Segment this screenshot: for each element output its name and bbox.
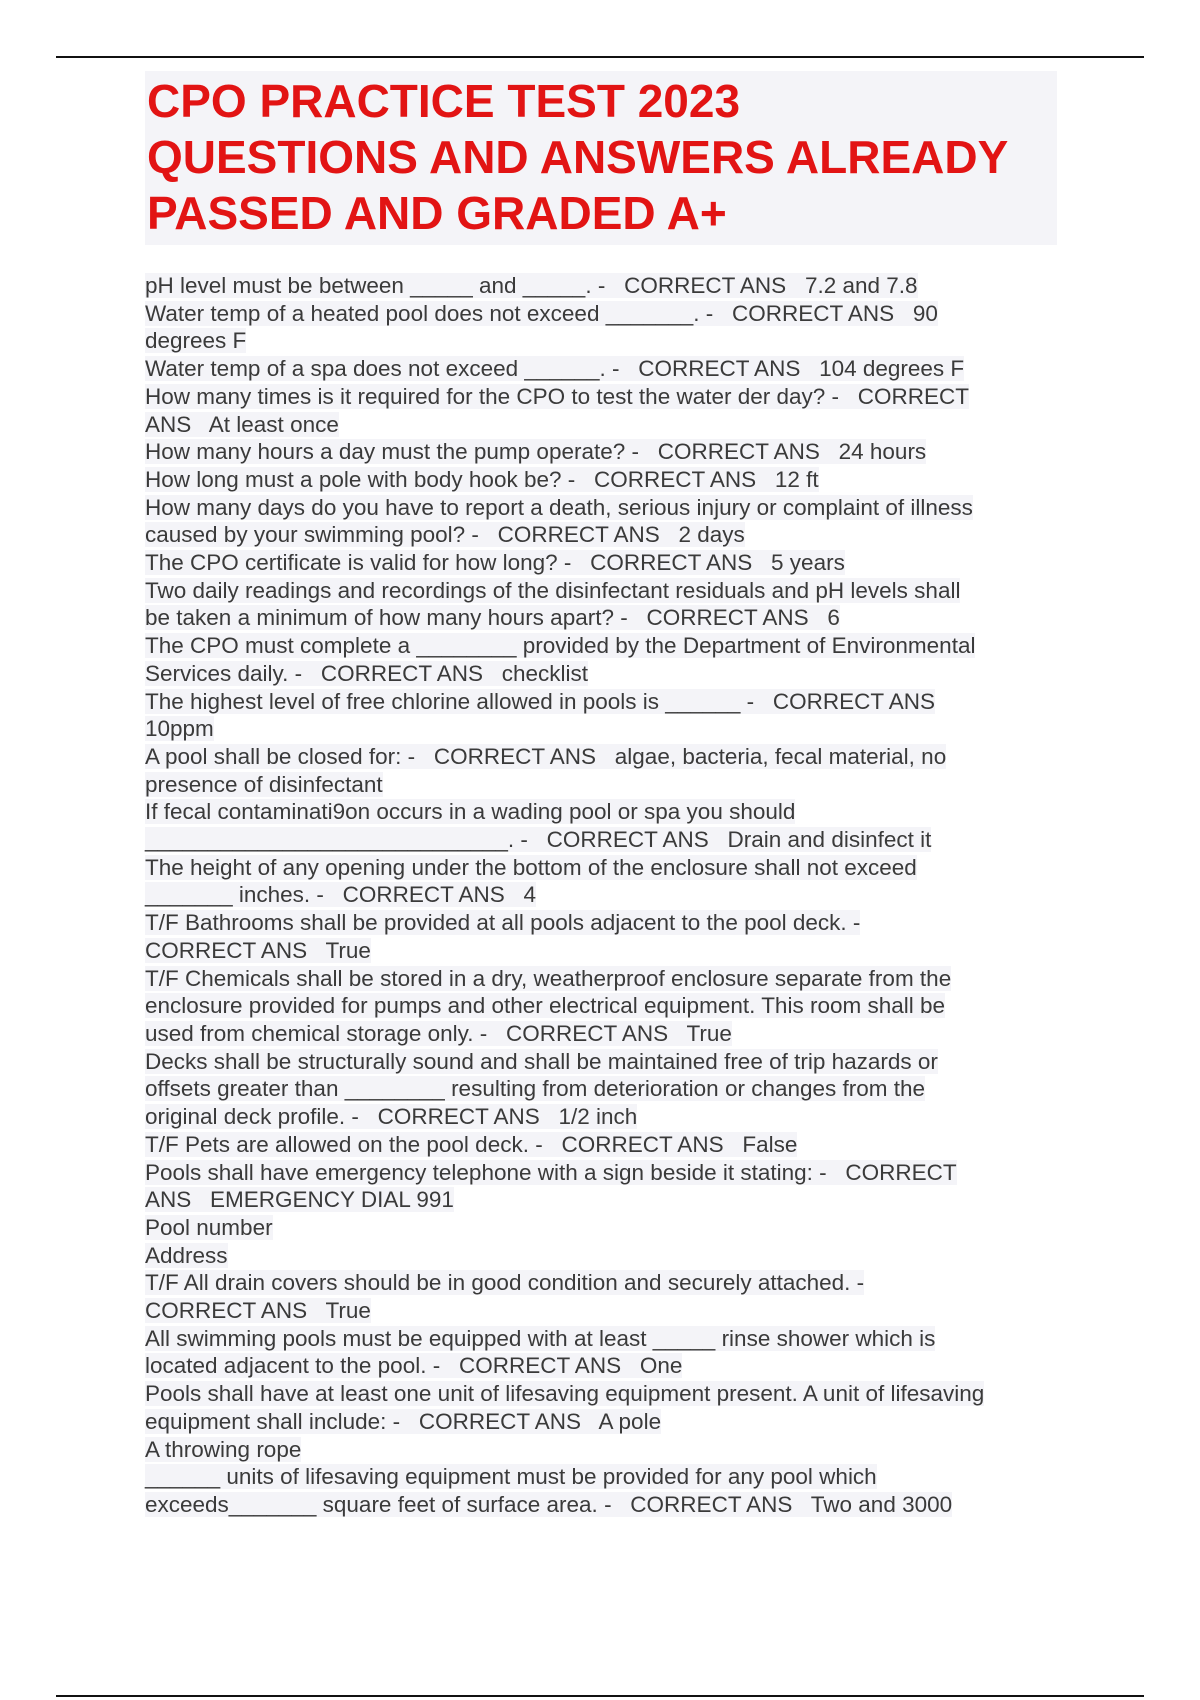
qa-line: [145, 355, 1057, 383]
qa-line-text: T/F Chemicals shall be stored in a dry, weatherproof enclosure separate from the: [145, 965, 952, 991]
qa-line: [145, 826, 1057, 854]
qa-line-text: original deck profile. - CORRECT ANS 1/2 inch: [145, 1104, 638, 1130]
qa-line-text: equipment shall include: - CORRECT ANS A pole: [145, 1408, 662, 1434]
qa-line: [145, 383, 1057, 411]
qa-line-text: How many times is it required for the CPO to test the water der day? - CORRECT: [145, 383, 970, 409]
qa-line-text: Pool number: [145, 1214, 273, 1240]
bottom-rule: [56, 1695, 1144, 1697]
qa-line: [145, 965, 1057, 993]
qa-line: [145, 1159, 1057, 1187]
qa-line-text: ______ units of lifesaving equipment must be provided for any pool which: [145, 1464, 877, 1490]
qa-line: [145, 992, 1057, 1020]
qa-line-text: ANS At least once: [145, 411, 339, 437]
qa-line: [145, 1242, 1057, 1270]
qa-line: [145, 1491, 1057, 1519]
qa-line-text: How long must a pole with body hook be? - CORRECT ANS 12 ft: [145, 466, 819, 492]
qa-line: [145, 604, 1057, 632]
qa-line: [145, 549, 1057, 577]
qa-line: [145, 1297, 1057, 1325]
qa-line: [145, 798, 1057, 826]
qa-line-text: be taken a minimum of how many hours apart? - CORRECT ANS 6: [145, 605, 840, 631]
qa-line-text: A pool shall be closed for: - CORRECT ANS algae, bacteria, fecal material, no: [145, 743, 947, 769]
qa-line: [145, 688, 1057, 716]
qa-line-text: The CPO must complete a ________ provided by the Department of Environmental: [145, 633, 976, 659]
qa-line-text: T/F Pets are allowed on the pool deck. - CORRECT ANS False: [145, 1131, 798, 1157]
qa-line-text: _______ inches. - CORRECT ANS 4: [145, 882, 537, 908]
title-line: QUESTIONS AND ANSWERS ALREADY: [147, 131, 1009, 183]
qa-line: [145, 632, 1057, 660]
qa-line: [145, 300, 1057, 328]
qa-line: [145, 411, 1057, 439]
qa-line: [145, 715, 1057, 743]
document-title: [145, 71, 1057, 245]
qa-line-text: T/F All drain covers should be in good condition and securely attached. -: [145, 1270, 865, 1296]
qa-line: [145, 660, 1057, 688]
qa-line: [145, 771, 1057, 799]
qa-line-text: The CPO certificate is valid for how long? - CORRECT ANS 5 years: [145, 550, 845, 576]
qa-line-text: degrees F: [145, 328, 247, 354]
qa-line: [145, 1020, 1057, 1048]
qa-line: [145, 1131, 1057, 1159]
qa-line-text: presence of disinfectant: [145, 771, 383, 797]
title-line: CPO PRACTICE TEST 2023: [147, 75, 741, 127]
qa-line: [145, 1352, 1057, 1380]
qa-line: [145, 272, 1057, 300]
qa-line-text: enclosure provided for pumps and other electrical equipment. This room shall be: [145, 993, 946, 1019]
qa-line: [145, 743, 1057, 771]
qa-line: [145, 1380, 1057, 1408]
qa-line-text: The height of any opening under the bottom of the enclosure shall not exceed: [145, 854, 917, 880]
qa-line: [145, 1436, 1057, 1464]
qa-line: [145, 881, 1057, 909]
qa-line-text: All swimming pools must be equipped with at least _____ rinse shower which is: [145, 1325, 936, 1351]
qa-line-text: Decks shall be structurally sound and shall be maintained free of trip hazards or: [145, 1048, 938, 1074]
qa-line-text: ANS EMERGENCY DIAL 991: [145, 1187, 454, 1213]
qa-line: [145, 1214, 1057, 1242]
qa-line-text: Services daily. - CORRECT ANS checklist: [145, 660, 589, 686]
qa-line-text: offsets greater than ________ resulting from deterioration or changes from the: [145, 1076, 926, 1102]
qa-line-text: Pools shall have at least one unit of lifesaving equipment present. A unit of lifesaving: [145, 1381, 985, 1407]
qa-line: [145, 1408, 1057, 1436]
qa-line-text: T/F Bathrooms shall be provided at all pools adjacent to the pool deck. -: [145, 910, 861, 936]
qa-line: [145, 1075, 1057, 1103]
qa-line-text: How many hours a day must the pump operate? - CORRECT ANS 24 hours: [145, 439, 927, 465]
title-line: PASSED AND GRADED A+: [147, 187, 727, 239]
qa-line: [145, 1186, 1057, 1214]
qa-line: [145, 1325, 1057, 1353]
qa-line: [145, 937, 1057, 965]
qa-line-text: If fecal contaminati9on occurs in a wading pool or spa you should: [145, 799, 796, 825]
top-rule: [56, 56, 1144, 58]
qa-line: [145, 1103, 1057, 1131]
qa-line-text: Two daily readings and recordings of the disinfectant residuals and pH levels shall: [145, 577, 961, 603]
qa-line-text: Water temp of a heated pool does not exceed _______. - CORRECT ANS 90: [145, 300, 938, 326]
qa-line: [145, 494, 1057, 522]
qa-line: [145, 854, 1057, 882]
qa-line-text: Water temp of a spa does not exceed ______. - CORRECT ANS 104 degrees F: [145, 356, 965, 382]
qa-line-text: Address: [145, 1242, 228, 1268]
qa-line-text: caused by your swimming pool? - CORRECT ANS 2 days: [145, 522, 745, 548]
qa-line-text: How many days do you have to report a death, serious injury or complaint of illness: [145, 494, 973, 520]
qa-list: [145, 272, 1057, 1519]
qa-line: [145, 438, 1057, 466]
qa-line-text: pH level must be between _____ and _____. - CORRECT ANS 7.2 and 7.8: [145, 273, 918, 298]
qa-line: [145, 466, 1057, 494]
qa-line-text: located adjacent to the pool. - CORRECT ANS One: [145, 1353, 683, 1379]
qa-line-text: 10ppm: [145, 716, 214, 742]
qa-line-text: used from chemical storage only. - CORRECT ANS True: [145, 1020, 732, 1046]
qa-line: [145, 521, 1057, 549]
document-body: [145, 71, 1057, 1519]
qa-line: [145, 909, 1057, 937]
qa-line-text: _____________________________. - CORRECT ANS Drain and disinfect it: [145, 827, 932, 853]
qa-line: [145, 577, 1057, 605]
qa-line: [145, 327, 1057, 355]
qa-line-text: A throwing rope: [145, 1436, 302, 1462]
qa-line: [145, 1048, 1057, 1076]
qa-line-text: CORRECT ANS True: [145, 937, 371, 963]
qa-line-text: CORRECT ANS True: [145, 1298, 371, 1324]
qa-line-text: The highest level of free chlorine allowed in pools is ______ - CORRECT ANS: [145, 688, 935, 714]
qa-line-text: exceeds_______ square feet of surface area. - CORRECT ANS Two and 3000: [145, 1491, 953, 1517]
qa-line-text: Pools shall have emergency telephone with a sign beside it stating: - CORRECT: [145, 1159, 957, 1185]
qa-line: [145, 1269, 1057, 1297]
qa-line: [145, 1463, 1057, 1491]
